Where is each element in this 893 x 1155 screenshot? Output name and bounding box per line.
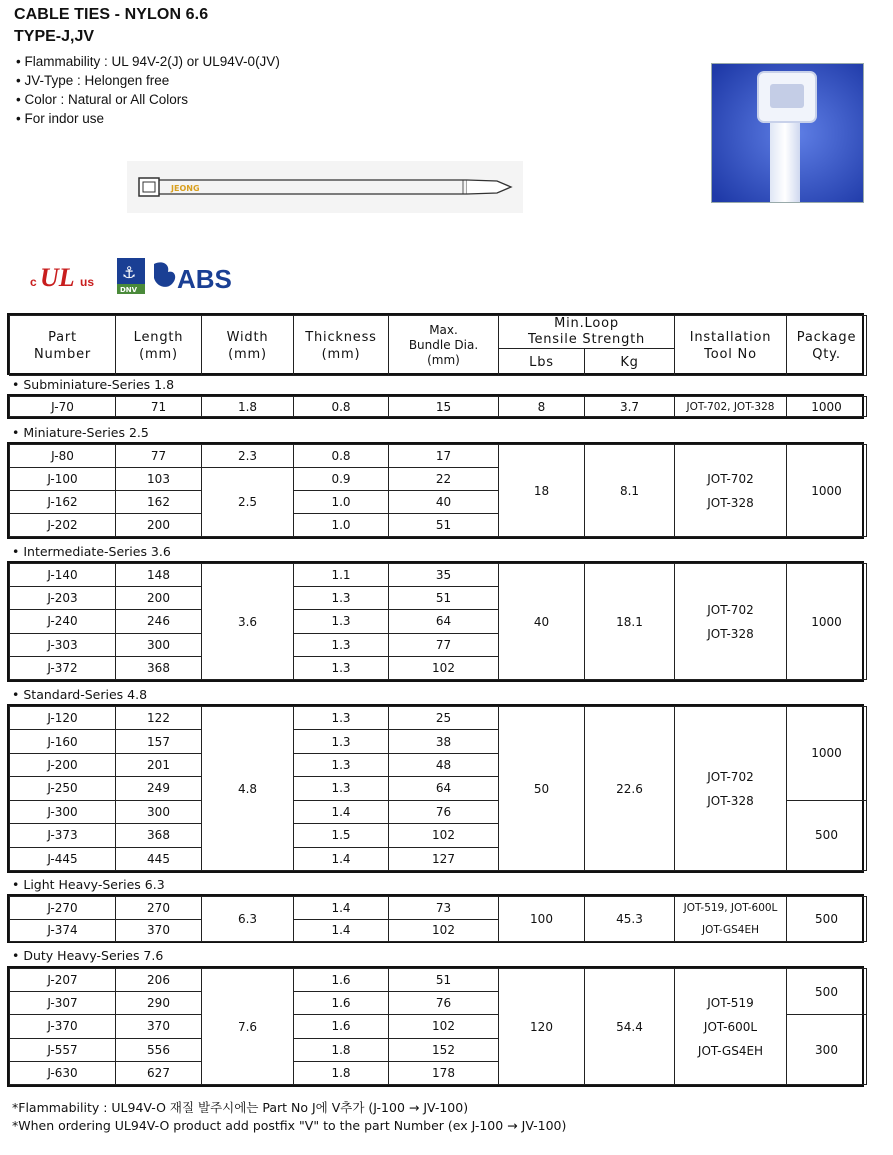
package-cell: 1000 <box>787 397 867 417</box>
kg-cell: 22.6 <box>585 707 675 871</box>
part-number: J-140 <box>10 564 116 587</box>
product-photo <box>711 63 864 203</box>
thickness-cell: 1.6 <box>294 1015 389 1038</box>
header-package: Package Qty. <box>787 316 867 376</box>
tool-cell: JOT-702, JOT-328 <box>675 397 787 417</box>
bundle-cell: 64 <box>389 610 499 633</box>
header-length: Length (mm) <box>116 316 202 376</box>
svg-text:UL: UL <box>40 263 75 292</box>
tool-name: JOT-328 <box>707 626 754 641</box>
length-cell: 162 <box>116 491 202 514</box>
width-cell: 2.3 <box>202 445 294 468</box>
tool-cell <box>675 897 787 942</box>
tool-cell <box>675 969 787 1085</box>
thickness-cell: 1.3 <box>294 633 389 656</box>
table-row <box>10 564 867 587</box>
spec-table-header <box>7 313 864 375</box>
part-number: J-372 <box>10 656 116 679</box>
length-cell: 445 <box>116 847 202 870</box>
part-number: J-300 <box>10 800 116 823</box>
lbs-cell: 40 <box>499 564 585 680</box>
length-cell: 77 <box>116 445 202 468</box>
length-cell: 370 <box>116 919 202 942</box>
tool-cell <box>675 707 787 871</box>
thickness-cell: 1.3 <box>294 730 389 753</box>
length-cell: 200 <box>116 587 202 610</box>
bundle-cell: 35 <box>389 564 499 587</box>
kg-cell: 8.1 <box>585 445 675 537</box>
bundle-cell: 178 <box>389 1061 499 1084</box>
thickness-cell: 1.3 <box>294 656 389 679</box>
series-table-intermediate <box>7 561 864 682</box>
tool-name: JOT-GS4EH <box>697 1043 764 1058</box>
bundle-cell: 51 <box>389 969 499 992</box>
part-number: J-270 <box>10 897 116 920</box>
cable-tie-illustration <box>127 161 523 213</box>
footnotes <box>12 1099 566 1135</box>
thickness-cell: 0.9 <box>294 468 389 491</box>
bundle-cell: 127 <box>389 847 499 870</box>
bundle-cell: 102 <box>389 656 499 679</box>
length-cell: 206 <box>116 969 202 992</box>
length-cell: 148 <box>116 564 202 587</box>
tool-name: JOT-328 <box>707 793 754 808</box>
thickness-cell: 1.3 <box>294 707 389 730</box>
part-number: J-160 <box>10 730 116 753</box>
feature-item: • Flammability : UL 94V-2(J) or UL94V-0(JV) <box>16 52 280 71</box>
part-number: J-70 <box>10 397 116 417</box>
thickness-cell: 1.3 <box>294 753 389 776</box>
tool-cell <box>675 445 787 537</box>
lbs-cell: 50 <box>499 707 585 871</box>
svg-text:ABS: ABS <box>177 264 232 294</box>
bundle-cell: 17 <box>389 445 499 468</box>
header-bundle-dia: Max. Bundle Dia. (mm) <box>389 316 499 376</box>
thickness-cell: 1.4 <box>294 919 389 942</box>
length-cell: 300 <box>116 800 202 823</box>
tool-name: JOT-702 <box>707 471 754 486</box>
page-subtitle: TYPE-J,JV <box>14 28 95 45</box>
thickness-cell: 0.8 <box>294 445 389 468</box>
series-heading: • Miniature-Series 2.5 <box>12 425 149 440</box>
header-width: Width (mm) <box>202 316 294 376</box>
header-kg: Kg <box>585 349 675 376</box>
package-cell: 500 <box>787 969 867 1015</box>
package-cell: 1000 <box>787 445 867 537</box>
length-cell: 201 <box>116 753 202 776</box>
part-number: J-120 <box>10 707 116 730</box>
thickness-cell: 1.5 <box>294 824 389 847</box>
series-heading: • Duty Heavy-Series 7.6 <box>12 948 163 963</box>
length-cell: 122 <box>116 707 202 730</box>
dnv-logo <box>117 258 145 294</box>
feature-item: • For indor use <box>16 109 280 128</box>
width-cell: 3.6 <box>202 564 294 680</box>
bundle-cell: 64 <box>389 777 499 800</box>
thickness-cell: 1.4 <box>294 897 389 920</box>
lbs-cell: 18 <box>499 445 585 537</box>
part-number: J-203 <box>10 587 116 610</box>
width-cell: 6.3 <box>202 897 294 942</box>
bundle-cell: 102 <box>389 919 499 942</box>
series-table-duty-heavy <box>7 966 864 1087</box>
bundle-cell: 102 <box>389 1015 499 1038</box>
kg-cell: 3.7 <box>585 397 675 417</box>
thickness-cell: 1.3 <box>294 777 389 800</box>
svg-text:DNV: DNV <box>120 286 138 294</box>
bundle-cell: 152 <box>389 1038 499 1061</box>
lbs-cell: 100 <box>499 897 585 942</box>
length-cell: 627 <box>116 1061 202 1084</box>
series-table-miniature <box>7 442 864 539</box>
series-heading: • Subminiature-Series 1.8 <box>12 377 174 392</box>
table-row <box>10 397 867 417</box>
series-heading: • Standard-Series 4.8 <box>12 687 147 702</box>
part-number: J-630 <box>10 1061 116 1084</box>
part-number: J-374 <box>10 919 116 942</box>
table-row <box>10 897 867 920</box>
series-table-light-heavy <box>7 894 864 943</box>
bundle-cell: 25 <box>389 707 499 730</box>
bundle-cell: 51 <box>389 514 499 537</box>
length-cell: 270 <box>116 897 202 920</box>
bundle-cell: 73 <box>389 897 499 920</box>
feature-list <box>16 52 280 128</box>
part-number: J-207 <box>10 969 116 992</box>
part-number: J-557 <box>10 1038 116 1061</box>
part-number: J-80 <box>10 445 116 468</box>
length-cell: 368 <box>116 656 202 679</box>
series-table-standard <box>7 704 864 873</box>
width-cell: 7.6 <box>202 969 294 1085</box>
part-number: J-445 <box>10 847 116 870</box>
tool-cell <box>675 564 787 680</box>
kg-cell: 18.1 <box>585 564 675 680</box>
bundle-cell: 48 <box>389 753 499 776</box>
series-heading: • Light Heavy-Series 6.3 <box>12 877 165 892</box>
package-cell: 300 <box>787 1015 867 1085</box>
tie-brand-text: JEONG <box>171 184 200 193</box>
length-cell: 246 <box>116 610 202 633</box>
thickness-cell: 1.6 <box>294 969 389 992</box>
length-cell: 71 <box>116 397 202 417</box>
abs-logo <box>154 262 232 294</box>
bundle-cell: 102 <box>389 824 499 847</box>
tool-name: JOT-519 <box>707 995 754 1010</box>
part-number: J-250 <box>10 777 116 800</box>
tool-name: JOT-GS4EH <box>702 924 759 936</box>
thickness-cell: 1.1 <box>294 564 389 587</box>
bundle-cell: 77 <box>389 633 499 656</box>
header-part-number: Part Number <box>10 316 116 376</box>
feature-item: • Color : Natural or All Colors <box>16 90 280 109</box>
part-number: J-200 <box>10 753 116 776</box>
tool-name: JOT-702 <box>707 769 754 784</box>
bundle-cell: 40 <box>389 491 499 514</box>
thickness-cell: 1.8 <box>294 1038 389 1061</box>
header-lbs: Lbs <box>499 349 585 376</box>
header-tool: Installation Tool No <box>675 316 787 376</box>
kg-cell: 45.3 <box>585 897 675 942</box>
thickness-cell: 1.0 <box>294 491 389 514</box>
tool-name: JOT-328 <box>707 495 754 510</box>
bundle-cell: 38 <box>389 730 499 753</box>
part-number: J-370 <box>10 1015 116 1038</box>
tool-name: JOT-519, JOT-600L <box>683 902 778 914</box>
width-cell: 1.8 <box>202 397 294 417</box>
thickness-cell: 1.6 <box>294 992 389 1015</box>
thickness-cell: 1.4 <box>294 847 389 870</box>
thickness-cell: 1.3 <box>294 587 389 610</box>
thickness-cell: 0.8 <box>294 397 389 417</box>
lbs-cell: 120 <box>499 969 585 1085</box>
table-row <box>10 969 867 992</box>
length-cell: 290 <box>116 992 202 1015</box>
thickness-cell: 1.8 <box>294 1061 389 1084</box>
package-cell: 1000 <box>787 707 867 801</box>
bundle-cell: 76 <box>389 800 499 823</box>
bundle-cell: 22 <box>389 468 499 491</box>
part-number: J-373 <box>10 824 116 847</box>
header-tensile-strength: Min.Loop Tensile Strength <box>499 316 675 349</box>
width-cell: 2.5 <box>202 468 294 537</box>
length-cell: 103 <box>116 468 202 491</box>
bundle-cell: 76 <box>389 992 499 1015</box>
part-number: J-202 <box>10 514 116 537</box>
table-row <box>10 445 867 468</box>
footnote-english: *When ordering UL94V-O product add postfix "V" to the part Number (ex J-100 → JV-100) <box>12 1118 567 1133</box>
bundle-cell: 15 <box>389 397 499 417</box>
part-number: J-100 <box>10 468 116 491</box>
tool-name: JOT-702 <box>707 602 754 617</box>
series-heading: • Intermediate-Series 3.6 <box>12 544 171 559</box>
kg-cell: 54.4 <box>585 969 675 1085</box>
ul-logo <box>30 263 94 292</box>
length-cell: 157 <box>116 730 202 753</box>
series-table-subminiature <box>7 394 864 419</box>
thickness-cell: 1.3 <box>294 610 389 633</box>
certification-logos <box>30 256 250 296</box>
length-cell: 249 <box>116 777 202 800</box>
header-thickness: Thickness (mm) <box>294 316 389 376</box>
thickness-cell: 1.4 <box>294 800 389 823</box>
length-cell: 200 <box>116 514 202 537</box>
tool-name: JOT-600L <box>703 1019 758 1034</box>
package-cell: 1000 <box>787 564 867 680</box>
lbs-cell: 8 <box>499 397 585 417</box>
part-number: J-240 <box>10 610 116 633</box>
length-cell: 368 <box>116 824 202 847</box>
package-cell: 500 <box>787 800 867 870</box>
part-number: J-162 <box>10 491 116 514</box>
width-cell: 4.8 <box>202 707 294 871</box>
package-cell: 500 <box>787 897 867 942</box>
length-cell: 370 <box>116 1015 202 1038</box>
part-number: J-303 <box>10 633 116 656</box>
length-cell: 300 <box>116 633 202 656</box>
page-title: CABLE TIES - NYLON 6.6 <box>14 6 209 23</box>
length-cell: 556 <box>116 1038 202 1061</box>
svg-text:⚓: ⚓ <box>122 263 137 282</box>
footnote-korean: *Flammability : UL94V-O 재질 발주시에는 Part No J에 V추가 (J-100 → JV-100) <box>12 1100 469 1115</box>
thickness-cell: 1.0 <box>294 514 389 537</box>
feature-item: • JV-Type : Helongen free <box>16 71 280 90</box>
table-row <box>10 707 867 730</box>
part-number: J-307 <box>10 992 116 1015</box>
svg-text:c: c <box>30 275 37 289</box>
svg-text:us: us <box>80 275 95 289</box>
bundle-cell: 51 <box>389 587 499 610</box>
